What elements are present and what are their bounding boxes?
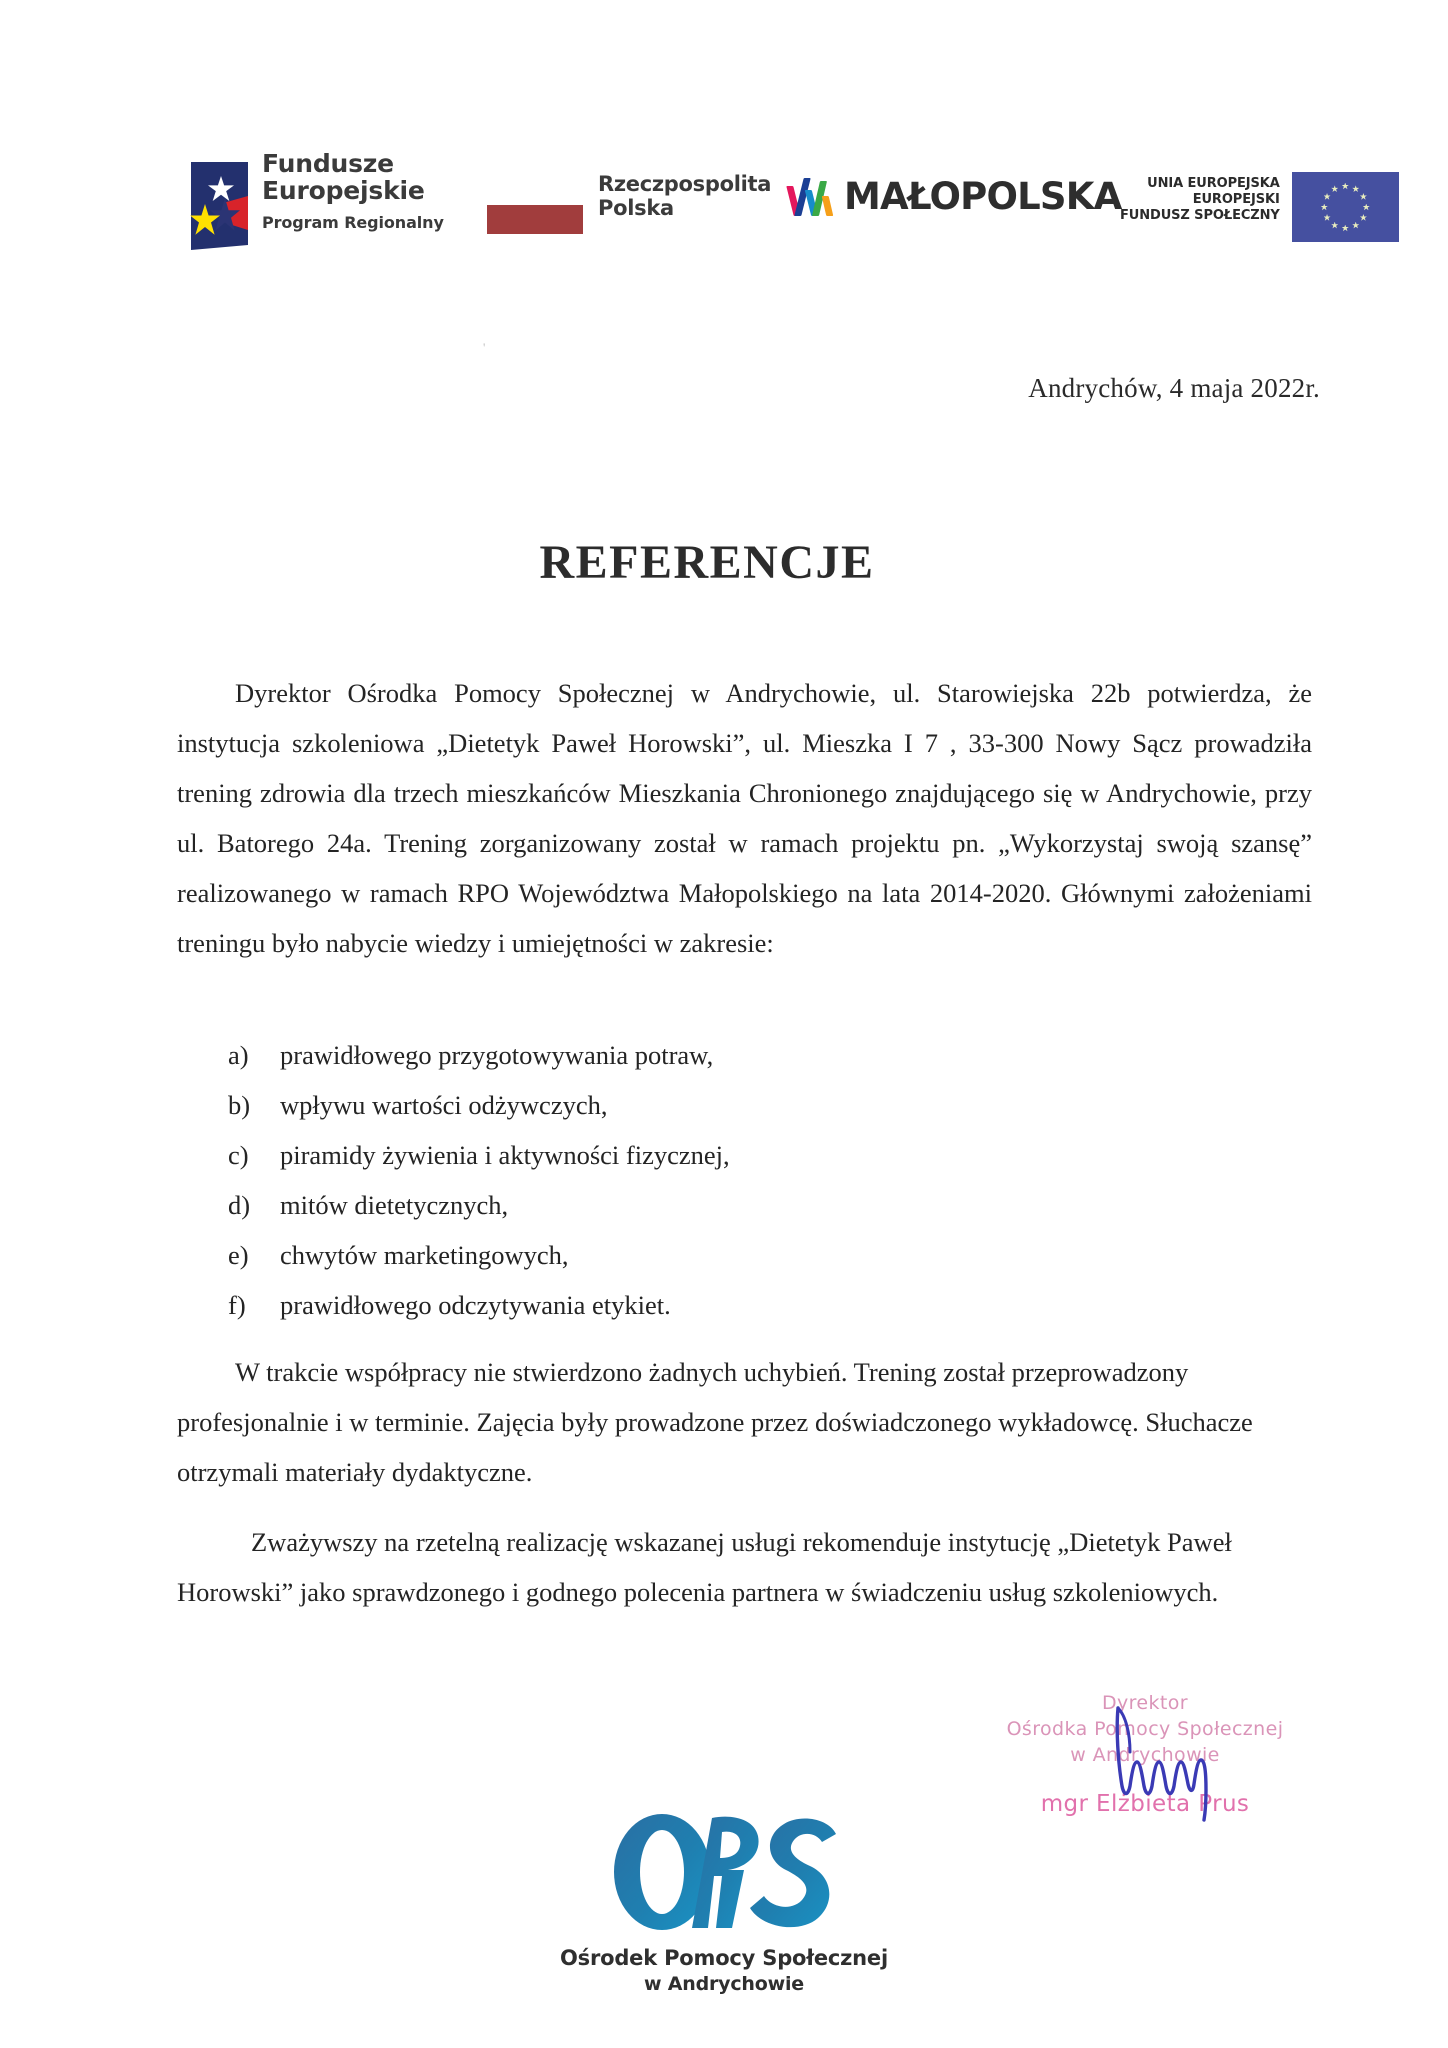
- list-item-marker: b): [228, 1090, 251, 1120]
- eu-star: [1352, 185, 1359, 192]
- eu-star: [1360, 193, 1367, 200]
- stamp-line-1: Dyrektor: [1101, 1692, 1189, 1714]
- list-item-marker: c): [228, 1140, 249, 1170]
- ops-caption-line-1: Ośrodek Pomocy Społecznej: [560, 1946, 888, 1970]
- eu-line-2: EUROPEJSKI: [1192, 192, 1280, 207]
- fe-line-2: Europejskie: [262, 176, 425, 205]
- list-item-marker: f): [228, 1290, 246, 1320]
- letter-body-intro: [177, 668, 1312, 968]
- paragraph-3: Zważywszy na rzetelną realizację wskazanej usługi rekomenduje instytucję „Dietetyk Paweł Horowski” jako sprawdzonego i godnego polecenia partnera w świadczeniu usług szkoleniowych.: [177, 1526, 1232, 1607]
- page-title-text: REFERENCJE: [539, 536, 875, 589]
- fe-line-3: Program Regionalny: [262, 213, 444, 232]
- list-item: [228, 1030, 1128, 1080]
- stamp-line-3: w Andrychowie: [1070, 1744, 1220, 1766]
- unia-europejska-logo: [1120, 172, 1399, 242]
- fundusze-europejskie-logo: [186, 150, 444, 250]
- eu-line-1: UNIA EUROPEJSKA: [1147, 176, 1280, 191]
- eu-line-3: FUNDUSZ SPOŁECZNY: [1120, 208, 1280, 223]
- malopolska-logo: [790, 175, 1122, 218]
- eu-star: [1352, 222, 1359, 229]
- list-item-label: piramidy żywienia i aktywności fizycznej,: [280, 1140, 730, 1170]
- fe-line-1: Fundusze: [262, 149, 394, 178]
- letter-body-recommendation: [177, 1490, 1312, 1643]
- funding-logo-bar: [0, 150, 1448, 280]
- page-title: [0, 535, 1448, 590]
- list-item-label: mitów dietetycznych,: [280, 1190, 509, 1220]
- list-item: [228, 1180, 1128, 1230]
- polish-flag-icon: [487, 176, 583, 234]
- eu-star: [1360, 214, 1367, 221]
- ops-caption-line-2: w Andrychowie: [644, 1973, 804, 1995]
- fundusze-europejskie-wordmark: [262, 150, 444, 233]
- list-item-label: prawidłowego przygotowywania potraw,: [280, 1040, 714, 1070]
- list-item-marker: e): [228, 1240, 249, 1270]
- list-item: [228, 1080, 1128, 1130]
- fundusze-europejskie-icon: [186, 162, 248, 250]
- eu-star: [1324, 193, 1331, 200]
- eu-star: [1331, 185, 1338, 192]
- eu-star: [1342, 225, 1349, 232]
- malopolska-mountain-icon: [790, 178, 832, 216]
- official-stamp: [985, 1690, 1305, 1818]
- paragraph-2: W trakcie współpracy nie stwierdzono żadnych uchybień. Trening został przeprowadzony profesjonalnie i w terminie. Zajęcia były prowadzone przez doświadczonego wykładowcę. Słuchacze otrzymali materiały dydaktyczne.: [177, 1356, 1253, 1487]
- malopolska-wordmark: MAŁOPOLSKA: [844, 175, 1122, 218]
- eu-star: [1331, 222, 1338, 229]
- list-item-marker: d): [228, 1190, 251, 1220]
- list-item-label: prawidłowego odczytywania etykiet.: [280, 1290, 671, 1320]
- list-item-label: wpływu wartości odżywczych,: [280, 1090, 608, 1120]
- list-item: [228, 1230, 1128, 1280]
- letter-date: Andrychów, 4 maja 2022r.: [1028, 373, 1320, 403]
- rzeczpospolita-polska-logo: [487, 172, 771, 234]
- eu-flag-icon: [1292, 172, 1399, 242]
- rp-line-2: Polska: [598, 196, 674, 220]
- scan-artifact: ': [483, 340, 486, 355]
- stamp-signer-name: mgr Elżbieta Prus: [1040, 1791, 1250, 1817]
- stamp-line-2: Ośrodka Pomocy Społecznej: [1006, 1718, 1284, 1740]
- eu-star: [1321, 204, 1328, 211]
- ops-footer-logo: [0, 1812, 1448, 1995]
- eu-star: [1324, 214, 1331, 221]
- paragraph-1: Dyrektor Ośrodka Pomocy Społecznej w Andrychowie, ul. Starowiejska 22b potwierdza, że instytucja szkoleniowa „Dietetyk Paweł Horowski”, ul. Mieszka I 7 , 33-300 Nowy Sącz prowadziła trening zdrowia dla trzech mieszkańców Mieszkania Chronionego znajdującego się w Andrychowie, przy ul. Batorego 24a. Trening zorganizowany został w ramach projektu pn. „Wykorzystaj swoją szansę” realizowanego w ramach RPO Województwa Małopolskiego na lata 2014-2020. Głównymi założeniami treningu było nabycie wiedzy i umiejętności w zakresie:: [177, 678, 1312, 958]
- list-item-marker: a): [228, 1040, 249, 1070]
- eu-star: [1363, 204, 1370, 211]
- rzeczpospolita-polska-wordmark: [598, 172, 771, 220]
- scope-list: [228, 1030, 1128, 1330]
- unia-europejska-wordmark: [1120, 176, 1280, 224]
- eu-star: [1342, 183, 1349, 190]
- ops-wordmark-icon: [604, 1812, 844, 1940]
- list-item: [228, 1130, 1128, 1180]
- list-item-label: chwytów marketingowych,: [280, 1240, 569, 1270]
- rp-line-1: Rzeczpospolita: [598, 172, 772, 196]
